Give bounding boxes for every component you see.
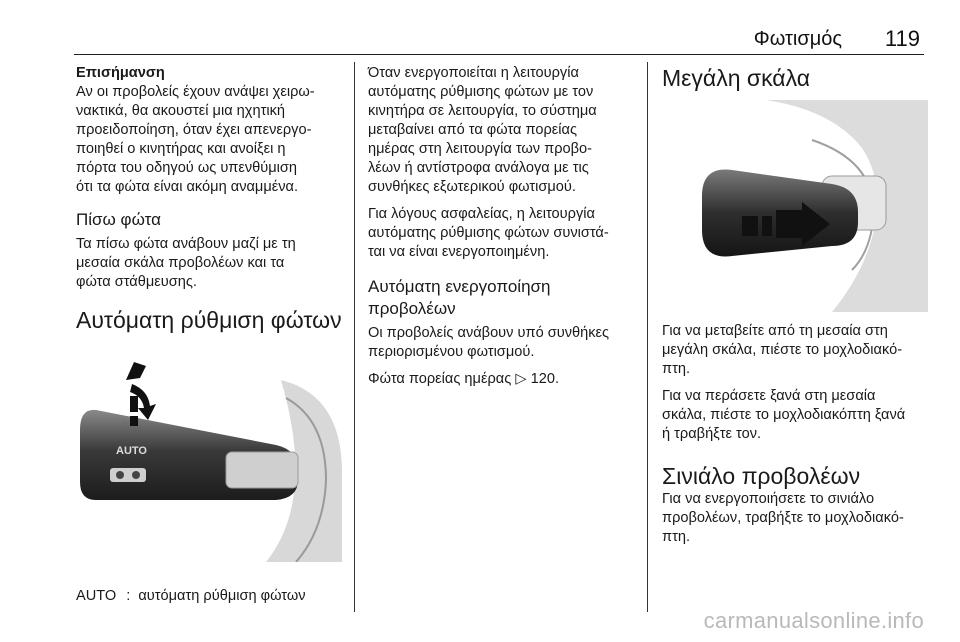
- daytime-lights-ref: Φώτα πορείας ημέρας ▷ 120.: [368, 371, 560, 387]
- section-title: Φωτισμός: [753, 28, 842, 50]
- rear-lights-text: Τα πίσω φώτα ανάβουν μαζί με τη μεσαία σκάλα προβολέων και τα φώτα στάθμευσης.: [76, 236, 296, 290]
- header-rule: [74, 54, 924, 55]
- auto-switch-illustration: [76, 350, 342, 562]
- note-body: Αν οι προβολείς έχουν ανάψει χειρω- νακτικά, θα ακουστεί μια ηχητική προειδοποίηση, όταν έχει απενεργο- ποιηθεί ο κινητήρας και ανοίξει η πόρτα του οδηγού ως υπενθύμιση ότι τα φώτα είναι ακόμη αναμμένα.: [76, 84, 315, 195]
- note-title: Επισήμανση: [76, 65, 165, 81]
- high-beam-figure: [662, 100, 928, 312]
- column-left: [76, 64, 342, 604]
- high-beam-heading: Μεγάλη σκάλα: [662, 65, 811, 91]
- auto-headlights-heading: Αυτόματη ενεργοποίηση προβολέων: [368, 277, 551, 318]
- column-right: [662, 64, 928, 547]
- auto-switch-figure: [76, 350, 342, 562]
- safety-text: Για λόγους ασφαλείας, η λειτουργία αυτόματης ρύθμισης φώτων συνιστά- ται να είναι ενεργοποιημένη.: [368, 206, 609, 260]
- reference-arrow-icon: ▷: [515, 371, 527, 387]
- column-divider-1: [354, 62, 355, 612]
- reference-link[interactable]: 120.: [530, 371, 560, 387]
- high-beam-text-2: Για να περάσετε ξανά στη μεσαία σκάλα, πιέστε το μοχλοδιακόπτη ξανά ή τραβήξτε τον.: [662, 388, 906, 442]
- high-beam-illustration: [662, 100, 928, 312]
- column-divider-2: [647, 62, 648, 612]
- auto-headlights-text: Οι προβολείς ανάβουν υπό συνθήκες περιορισμένου φωτισμού.: [368, 325, 610, 360]
- auto-label: AUTO: [116, 445, 147, 457]
- page-header: [0, 0, 960, 58]
- legend-row: [76, 588, 342, 604]
- page-number: 119: [884, 26, 920, 51]
- headlight-flash-heading: Σινιάλο προβολέων: [662, 463, 861, 489]
- watermark: carmanualsonline.info: [703, 608, 924, 633]
- column-middle: [368, 64, 636, 389]
- legend-text: αυτόματη ρύθμιση φώτων: [138, 588, 306, 604]
- legend-key: AUTO: [76, 588, 117, 604]
- auto-lights-heading: Αυτόματη ρύθμιση φώτων: [76, 307, 342, 333]
- high-beam-text-1: Για να μεταβείτε από τη μεσαία στη μεγάλη σκάλα, πιέστε το μοχλοδιακό- πτη.: [662, 323, 903, 377]
- headlight-flash-text: Για να ενεργοποιήσετε το σινιάλο προβολέων, τραβήξτε το μοχλοδιακό- πτη.: [662, 491, 904, 545]
- rear-lights-heading: Πίσω φώτα: [76, 210, 161, 229]
- legend-separator: :: [126, 588, 131, 604]
- auto-activation-text: Όταν ενεργοποιείται η λειτουργία αυτόματης ρύθμισης φώτων με τον κινητήρα σε λειτουργία, το σύστημα μεταβαίνει από τα φώτα πορείας ημέρας στη λειτουργία των προβο- λέων ή αντίστροφα ανάλογα με τις συνθήκες εξωτερικού φωτισμού.: [368, 65, 597, 195]
